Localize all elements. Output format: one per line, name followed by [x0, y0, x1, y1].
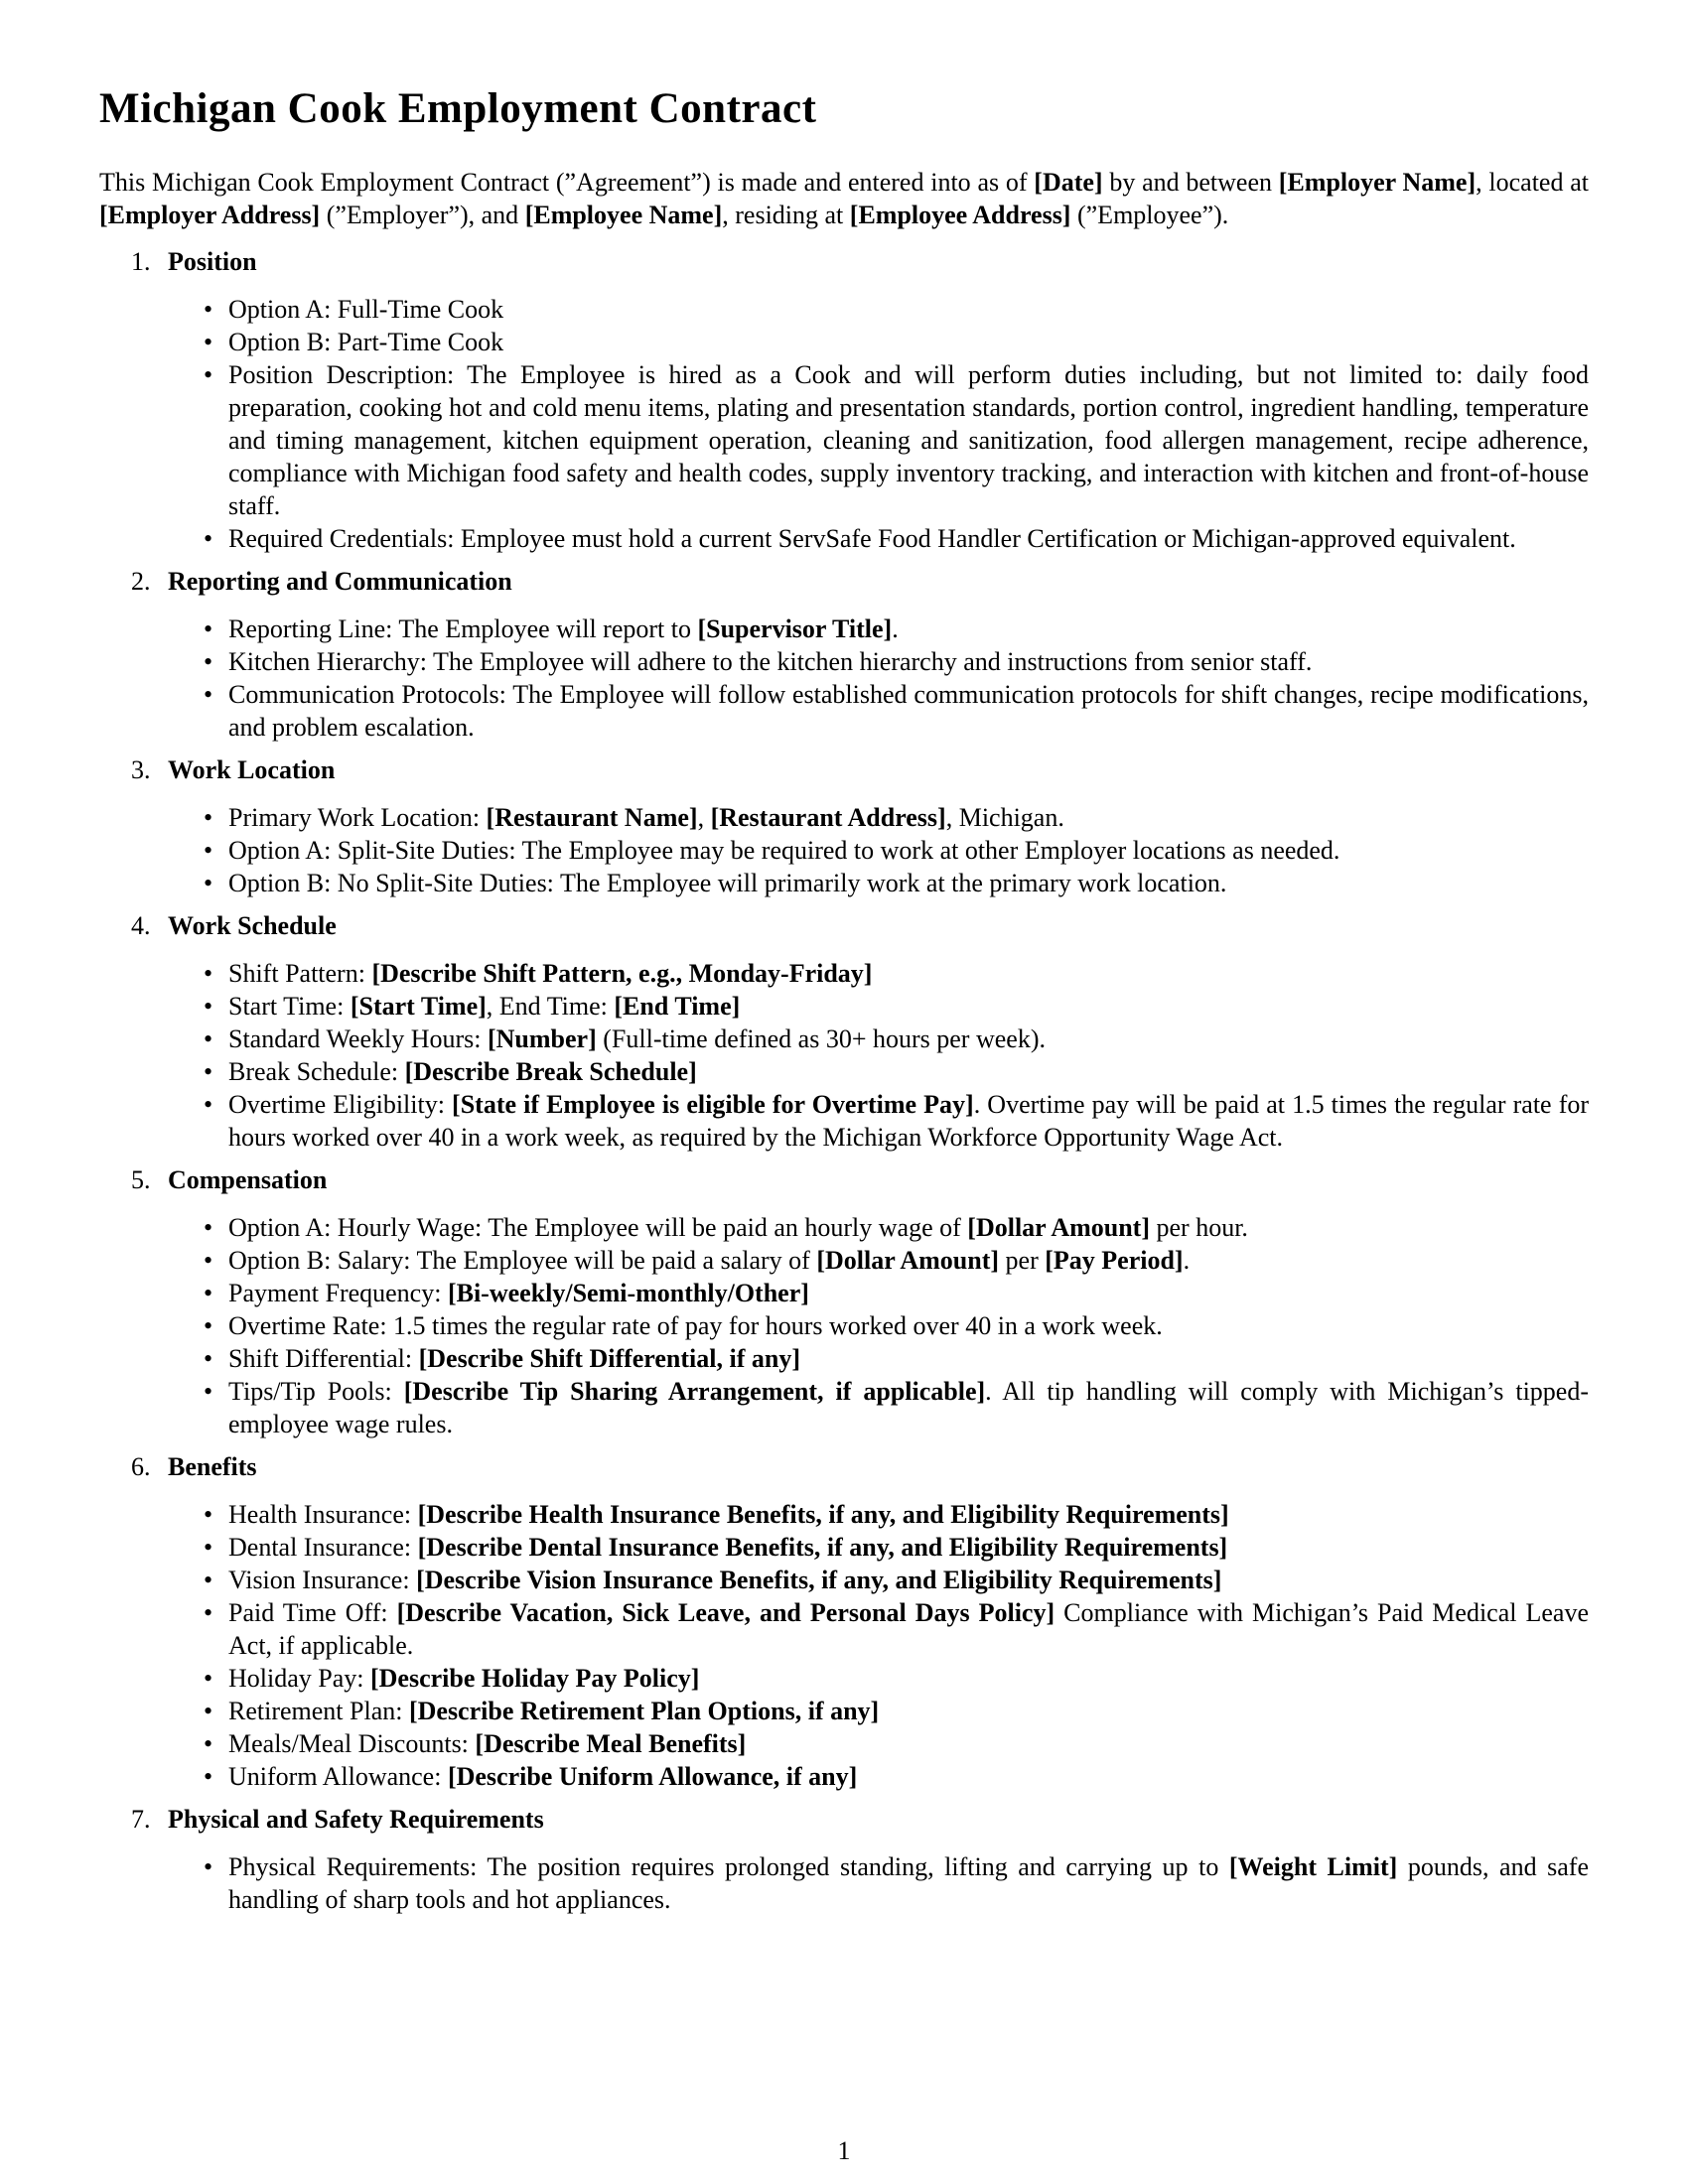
section-title-text: Work Schedule	[168, 911, 337, 941]
list-item: • Shift Differential: [Describe Shift Differential, if any]	[204, 1344, 800, 1374]
placeholder-field: [Describe Meal Benefits]	[475, 1729, 747, 1759]
list-item: • Option B: No Split-Site Duties: The Employee will primarily work at the primary work location.	[204, 869, 1227, 898]
list-item: • Option B: Salary: The Employee will be paid a salary of [Dollar Amount] per [Pay Period].	[204, 1246, 1191, 1276]
bullet-icon: •	[204, 1057, 213, 1087]
bullet-icon: •	[204, 680, 213, 710]
section-number: 3.	[131, 755, 151, 785]
bullet-icon: •	[204, 1024, 213, 1054]
date-placeholder: [Date]	[1034, 168, 1103, 198]
placeholder-field: [State if Employee is eligible for Overtime Pay]	[452, 1090, 974, 1120]
list-item: • Overtime Rate: 1.5 times the regular rate of pay for hours worked over 40 in a work week.	[204, 1311, 1163, 1341]
bullet-icon: •	[204, 1533, 213, 1563]
bullet-list	[99, 1211, 1589, 1440]
bullet-icon: •	[204, 1664, 213, 1694]
bullet-icon: •	[204, 1729, 213, 1759]
placeholder-field: [Describe Vision Insurance Benefits, if any, and Eligibility Requirements]	[416, 1566, 1222, 1595]
list-item: • Meals/Meal Discounts: [Describe Meal Benefits]	[204, 1729, 747, 1759]
placeholder-field: [Supervisor Title]	[697, 614, 893, 644]
list-item: • Standard Weekly Hours: [Number] (Full-time defined as 30+ hours per week).	[204, 1024, 1046, 1054]
list-item: • Physical Requirements: The position requires prolonged standing, lifting and carrying up to [Weight Limit] pounds, and safe handling of sharp tools and hot appliances.	[204, 1852, 1589, 1915]
bullet-icon: •	[204, 1246, 213, 1276]
list-item: • Paid Time Off: [Describe Vacation, Sick Leave, and Personal Days Policy] Compliance with Michigan’s Paid Medical Leave Act, if applicable.	[204, 1598, 1589, 1661]
placeholder-field: [Describe Shift Differential, if any]	[418, 1344, 800, 1374]
list-item: • Option A: Split-Site Duties: The Employee may be required to work at other Employer locations as needed.	[204, 836, 1340, 866]
section-title-text: Compensation	[168, 1165, 328, 1195]
bullet-icon: •	[204, 1377, 213, 1407]
section-2	[99, 565, 1589, 744]
list-item: • Uniform Allowance: [Describe Uniform Allowance, if any]	[204, 1762, 858, 1792]
bullet-icon: •	[204, 295, 213, 325]
bullet-icon: •	[204, 614, 213, 644]
section-title-text: Work Location	[168, 755, 336, 785]
section-title-text: Position	[168, 247, 257, 277]
sections-list	[99, 245, 1589, 1916]
bullet-icon: •	[204, 992, 213, 1022]
list-item: • Start Time: [Start Time], End Time: [End Time]	[204, 992, 741, 1022]
list-item: • Kitchen Hierarchy: The Employee will adhere to the kitchen hierarchy and instructions from senior staff.	[204, 647, 1313, 677]
bullet-list	[99, 801, 1589, 899]
section-6	[99, 1450, 1589, 1793]
bullet-icon: •	[204, 1090, 213, 1120]
bullet-icon: •	[204, 360, 213, 390]
section-title-text: Benefits	[168, 1452, 257, 1482]
employer-name-placeholder: [Employer Name]	[1278, 168, 1477, 198]
page-number: 1	[837, 2136, 851, 2165]
bullet-list	[99, 1498, 1589, 1793]
placeholder-field: [Describe Vacation, Sick Leave, and Personal Days Policy]	[396, 1598, 1055, 1628]
list-item: • Option A: Hourly Wage: The Employee will be paid an hourly wage of [Dollar Amount] per hour.	[204, 1213, 1248, 1243]
section-number: 1.	[131, 247, 151, 277]
list-item: • Health Insurance: [Describe Health Insurance Benefits, if any, and Eligibility Requirements]	[204, 1500, 1229, 1530]
bullet-icon: •	[204, 328, 213, 357]
bullet-icon: •	[204, 1500, 213, 1530]
list-item: • Option A: Full-Time Cook	[204, 295, 504, 325]
placeholder-field: [Describe Retirement Plan Options, if any]	[408, 1697, 880, 1726]
placeholder-field: [Dollar Amount]	[816, 1246, 1000, 1276]
placeholder-field: [Dollar Amount]	[967, 1213, 1150, 1243]
placeholder-field: [Pay Period]	[1045, 1246, 1184, 1276]
list-item: • Position Description: The Employee is hired as a Cook and will perform duties including, but not limited to: daily food preparation, cooking hot and cold menu items, plating and presentation standards, portion control, ingredient handling, temperature and timing management, kitchen equipment operation, cleaning and sanitization, food allergen management, recipe adherence, compliance with Michigan food safety and health codes, supply inventory tracking, and interaction with kitchen and front-of-house staff.	[204, 360, 1589, 521]
list-item: • Retirement Plan: [Describe Retirement Plan Options, if any]	[204, 1697, 880, 1726]
bullet-icon: •	[204, 1344, 213, 1374]
list-item: • Reporting Line: The Employee will report to [Supervisor Title].	[204, 614, 899, 644]
placeholder-field: [Number]	[488, 1024, 597, 1054]
document-title: Michigan Cook Employment Contract	[99, 85, 817, 132]
list-item: • Option B: Part-Time Cook	[204, 328, 504, 357]
list-item: • Required Credentials: Employee must hold a current ServSafe Food Handler Certification or Michigan-approved equivalent.	[204, 524, 1516, 554]
bullet-list	[99, 293, 1589, 555]
placeholder-field: [Start Time]	[350, 992, 487, 1022]
placeholder-field: [Restaurant Name]	[486, 803, 698, 833]
section-title-text: Physical and Safety Requirements	[168, 1805, 544, 1835]
list-item: • Dental Insurance: [Describe Dental Insurance Benefits, if any, and Eligibility Requirements]	[204, 1533, 1228, 1563]
placeholder-field: [Describe Uniform Allowance, if any]	[447, 1762, 858, 1792]
section-title	[131, 245, 1589, 278]
placeholder-field: [Describe Health Insurance Benefits, if any, and Eligibility Requirements]	[417, 1500, 1229, 1530]
section-5	[99, 1163, 1589, 1440]
section-number: 6.	[131, 1452, 151, 1482]
section-3	[99, 753, 1589, 899]
bullet-icon: •	[204, 869, 213, 898]
section-1	[99, 245, 1589, 555]
bullet-icon: •	[204, 959, 213, 989]
bullet-icon: •	[204, 1852, 213, 1882]
placeholder-field: [End Time]	[614, 992, 741, 1022]
bullet-icon: •	[204, 1598, 213, 1628]
placeholder-field: [Weight Limit]	[1228, 1852, 1398, 1882]
section-title-text: Reporting and Communication	[168, 567, 512, 597]
placeholder-field: [Describe Shift Pattern, e.g., Monday-Friday]	[371, 959, 873, 989]
list-item: • Communication Protocols: The Employee will follow established communication protocols for shift changes, recipe modifications, and problem escalation.	[204, 680, 1589, 743]
section-number: 2.	[131, 567, 151, 597]
section-number: 7.	[131, 1805, 151, 1835]
bullet-icon: •	[204, 524, 213, 554]
list-item: • Overtime Eligibility: [State if Employee is eligible for Overtime Pay]. Overtime pay will be paid at 1.5 times the regular rate for hours worked over 40 in a work week, as required by the Michigan Workforce Opportunity Wage Act.	[204, 1090, 1590, 1153]
bullet-icon: •	[204, 1311, 213, 1341]
placeholder-field: [Restaurant Address]	[710, 803, 946, 833]
placeholder-field: [Bi-weekly/Semi-monthly/Other]	[447, 1279, 809, 1308]
section-number: 4.	[131, 911, 151, 941]
placeholder-field: [Describe Holiday Pay Policy]	[370, 1664, 700, 1694]
bullet-list	[99, 613, 1589, 744]
section-7	[99, 1803, 1589, 1916]
list-item: • Shift Pattern: [Describe Shift Pattern, e.g., Monday-Friday]	[204, 959, 873, 989]
bullet-icon: •	[204, 1566, 213, 1595]
bullet-list	[99, 957, 1589, 1154]
list-item: • Vision Insurance: [Describe Vision Insurance Benefits, if any, and Eligibility Requirements]	[204, 1566, 1222, 1595]
bullet-list	[99, 1850, 1589, 1916]
section-title	[131, 1450, 1589, 1483]
placeholder-field: [Describe Break Schedule]	[404, 1057, 697, 1087]
placeholder-field: [Describe Dental Insurance Benefits, if any, and Eligibility Requirements]	[417, 1533, 1228, 1563]
bullet-icon: •	[204, 836, 213, 866]
bullet-icon: •	[204, 647, 213, 677]
placeholder-field: [Describe Tip Sharing Arrangement, if applicable]	[403, 1377, 986, 1407]
bullet-icon: •	[204, 1697, 213, 1726]
section-title	[131, 1163, 1589, 1196]
section-number: 5.	[131, 1165, 151, 1195]
list-item: • Break Schedule: [Describe Break Schedule]	[204, 1057, 697, 1087]
list-item: • Tips/Tip Pools: [Describe Tip Sharing Arrangement, if applicable]. All tip handling will comply with Michigan’s tipped-employee wage rules.	[204, 1377, 1590, 1439]
list-item: • Payment Frequency: [Bi-weekly/Semi-monthly/Other]	[204, 1279, 809, 1308]
list-item: • Holiday Pay: [Describe Holiday Pay Policy]	[204, 1664, 700, 1694]
bullet-icon: •	[204, 1762, 213, 1792]
section-title	[131, 565, 1589, 598]
section-title	[131, 753, 1589, 786]
document-page	[99, 85, 1589, 1926]
section-4	[99, 909, 1589, 1154]
employee-name-placeholder: [Employee Name]	[524, 201, 723, 230]
intro-paragraph: This Michigan Cook Employment Contract (”Agreement”) is made and entered into as of [Date] by and between [Employer Name], located at [Employer Address] (”Employer”), and [Employee Name], residing at [Employee Address] (”Employee”).	[99, 168, 1589, 230]
section-title	[131, 1803, 1589, 1836]
bullet-icon: •	[204, 803, 213, 833]
bullet-icon: •	[204, 1213, 213, 1243]
list-item: • Primary Work Location: [Restaurant Name], [Restaurant Address], Michigan.	[204, 803, 1064, 833]
bullet-icon: •	[204, 1279, 213, 1308]
employer-address-placeholder: [Employer Address]	[99, 201, 321, 230]
employee-address-placeholder: [Employee Address]	[849, 201, 1071, 230]
section-title	[131, 909, 1589, 942]
